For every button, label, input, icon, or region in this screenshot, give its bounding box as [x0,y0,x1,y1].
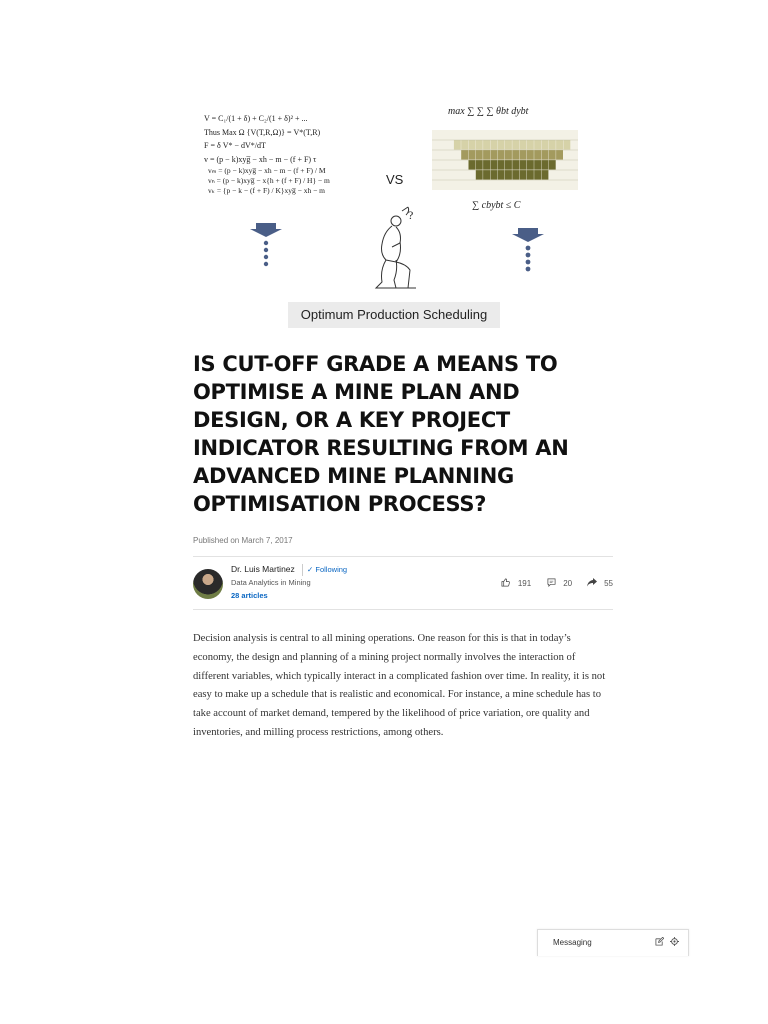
formula-line: vₖ = {p − k − (f + F) / K}xyg̅ − xh − m [208,186,326,195]
article-title: IS CUT-OFF GRADE A MEANS TO OPTIMISE A MINE PLAN AND DESIGN, OR A KEY PROJECT INDICATOR RESULTING FROM AN ADVANCED MINE PLANNING OPTIMISATION PROCESS? [193,352,569,516]
schedule-cell [556,150,563,160]
formula-line: vₕ = (p − k)xyg̅ − x{h + (f + F) / H} − m [208,176,330,185]
messaging-bar[interactable] [537,929,689,956]
schedule-cell [498,160,505,170]
shares-count[interactable]: 55 [604,579,613,588]
schedule-cell [498,150,505,160]
formula-line: vₘ = (p − k)xyg̅ − xh − m − (f + F) / M [208,166,326,175]
divider [302,564,303,576]
schedule-cell [498,140,505,150]
schedule-cell [476,170,483,180]
schedule-cell [490,140,497,150]
divider [193,609,613,610]
vs-label: VS [386,172,404,187]
divider [193,556,613,557]
schedule-cell [542,140,549,150]
article-hero-image [190,100,590,330]
schedule-cell [483,150,490,160]
schedule-cell [505,140,512,150]
schedule-cell [490,160,497,170]
schedule-cell [476,160,483,170]
schedule-cell [512,140,519,150]
author-name[interactable]: Dr. Luis Martinez [231,564,295,574]
schedule-cell [520,160,527,170]
schedule-cell [527,150,534,160]
svg-text:?: ? [408,208,414,222]
author-bar [193,564,613,604]
schedule-cell [469,150,476,160]
schedule-cell [520,150,527,160]
avatar[interactable] [193,569,223,599]
schedule-cell [534,140,541,150]
articles-count-link[interactable]: 28 articles [231,591,268,600]
schedule-cell [512,160,519,170]
schedule-cell [534,160,541,170]
following-button[interactable] [307,565,347,574]
schedule-cell [512,170,519,180]
messaging-label: Messaging [553,938,592,947]
schedule-cell [520,140,527,150]
npv-formula-block [204,112,330,196]
schedule-cell [512,150,519,160]
schedule-cell [505,160,512,170]
schedule-cell [476,150,483,160]
max-objective-equation: max ∑ ∑ ∑ θbt dybt [448,106,529,117]
schedule-cell [505,170,512,180]
schedule-cell [505,150,512,160]
schedule-cell [549,140,556,150]
schedule-cell [527,160,534,170]
schedule-cell [542,170,549,180]
schedule-cell [483,170,490,180]
schedule-cell [490,150,497,160]
formula-line: v = (p − k)xyg̅ − xh − m − (f + F) τ [204,154,317,164]
schedule-cell [549,150,556,160]
schedule-cell [498,170,505,180]
share-arrow-icon[interactable] [586,578,598,589]
gear-icon[interactable] [670,937,679,948]
formula-line: F = δ V* − dV*/dT [204,141,266,150]
following-label: Following [315,565,348,574]
hero-caption: Optimum Production Scheduling [288,302,500,328]
likes-count[interactable]: 191 [517,579,532,588]
thumbs-up-icon[interactable] [500,578,512,589]
down-arrow-icon [248,223,284,274]
schedule-cell [483,140,490,150]
formula-line: V = C₁/(1 + δ) + C₂/(1 + δ)² + ... [204,114,308,123]
down-arrow-icon [510,228,546,279]
schedule-cell [469,160,476,170]
schedule-cell [527,140,534,150]
schedule-cell [527,170,534,180]
published-date: Published on March 7, 2017 [193,536,293,545]
block-schedule-grid [432,130,578,190]
thinker-figure-icon [362,205,426,300]
schedule-cell [520,170,527,180]
schedule-cell [483,160,490,170]
schedule-cell [563,140,570,150]
schedule-cell [549,160,556,170]
schedule-cell [556,140,563,150]
schedule-cell [454,140,461,150]
schedule-cell [490,170,497,180]
schedule-cell [534,170,541,180]
schedule-cell [476,140,483,150]
comments-count[interactable]: 20 [563,579,573,588]
article-body: Decision analysis is central to all mining operations. One reason for this is that in today’s economy, the design and planning of a mining project normally involves the interaction of different variables, which typically interact in a complicated fashion over time. In reality, it is not easy to make up a schedule that is realistic and economical. For instance, a mine schedule has to take account of market demand, tempered by the likelihood of price variation, ore quality and inventories, and milling process restrictions, among others. [193,633,606,738]
checkmark-icon: ✓ [307,565,314,574]
formula-line: Thus Max Ω {V(T,R,Ω)} = V*(T,R) [204,127,321,137]
schedule-cell [469,140,476,150]
schedule-cell [461,140,468,150]
schedule-cell [542,160,549,170]
schedule-cell [461,150,468,160]
schedule-cell [542,150,549,160]
capacity-constraint-equation: ∑ cbybt ≤ C [472,200,521,211]
author-subtitle: Data Analytics in Mining [231,578,311,587]
schedule-cell [534,150,541,160]
compose-icon[interactable] [655,937,664,948]
social-stats [500,578,613,589]
comment-icon[interactable] [545,578,557,589]
